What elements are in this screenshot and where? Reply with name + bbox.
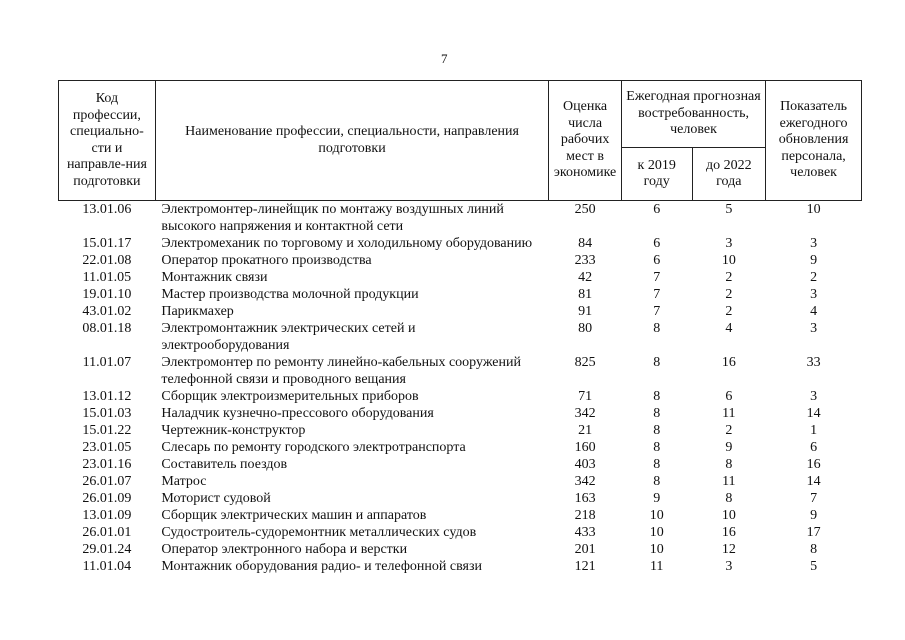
row-renewal: 3 xyxy=(810,321,818,336)
row-demand-2022: 2 xyxy=(725,304,733,319)
row-demand-2022: 3 xyxy=(725,559,733,574)
table-header xyxy=(59,81,862,201)
row-demand-2022: 6 xyxy=(725,389,733,404)
row-jobs: 160 xyxy=(574,440,596,455)
row-code: 26.01.09 xyxy=(82,491,132,506)
row-code: 11.01.07 xyxy=(82,355,132,370)
table-row xyxy=(59,439,862,456)
table-row xyxy=(59,303,862,320)
table-row xyxy=(59,320,862,354)
row-demand-2019: 6 xyxy=(653,236,661,251)
row-demand-2019: 8 xyxy=(653,355,661,370)
table-row xyxy=(59,541,862,558)
row-demand-2019: 6 xyxy=(653,202,661,217)
row-demand-2022: 16 xyxy=(721,525,736,540)
row-code: 23.01.16 xyxy=(82,457,132,472)
table-row xyxy=(59,422,862,439)
row-code: 26.01.01 xyxy=(82,525,132,540)
table-row xyxy=(59,490,862,507)
row-jobs: 250 xyxy=(574,202,596,217)
row-jobs: 342 xyxy=(574,406,596,421)
row-renewal: 7 xyxy=(810,491,818,506)
row-jobs: 91 xyxy=(578,304,593,319)
row-demand-2019: 8 xyxy=(653,457,661,472)
row-demand-2022: 10 xyxy=(721,253,736,268)
row-demand-2022: 10 xyxy=(721,508,736,523)
row-demand-2019: 6 xyxy=(653,253,661,268)
row-name: Оператор прокатного производства xyxy=(161,253,372,268)
row-jobs: 218 xyxy=(574,508,596,523)
row-demand-2019: 8 xyxy=(653,389,661,404)
row-code: 15.01.22 xyxy=(82,423,132,438)
row-demand-2019: 10 xyxy=(649,525,664,540)
row-demand-2022: 16 xyxy=(721,355,736,370)
row-demand-2019: 8 xyxy=(653,423,661,438)
row-code: 13.01.06 xyxy=(82,202,132,217)
row-demand-2022: 8 xyxy=(725,457,733,472)
row-code: 29.01.24 xyxy=(82,542,132,557)
row-code: 11.01.05 xyxy=(82,270,132,285)
row-code: 43.01.02 xyxy=(82,304,132,319)
row-code: 19.01.10 xyxy=(82,287,132,302)
professions-table xyxy=(58,80,862,575)
row-jobs: 342 xyxy=(574,474,596,489)
row-renewal: 33 xyxy=(806,355,821,370)
row-demand-2022: 2 xyxy=(725,423,733,438)
row-name: Матрос xyxy=(161,474,207,489)
table-row xyxy=(59,405,862,422)
row-renewal: 14 xyxy=(806,406,821,421)
row-demand-2022: 3 xyxy=(725,236,733,251)
table-row xyxy=(59,269,862,286)
row-renewal: 9 xyxy=(810,253,818,268)
row-name: Наладчик кузнечно-прессового оборудования xyxy=(161,406,434,421)
row-renewal: 6 xyxy=(810,440,818,455)
header-name: Наименование профессии, специальности, направления подготовки xyxy=(155,81,548,201)
row-name: Монтажник связи xyxy=(161,270,268,285)
row-name: Оператор электронного набора и верстки xyxy=(161,542,408,557)
row-jobs: 21 xyxy=(578,423,593,438)
row-jobs: 42 xyxy=(578,270,593,285)
table-row xyxy=(59,473,862,490)
row-renewal: 14 xyxy=(806,474,821,489)
row-demand-2022: 9 xyxy=(725,440,733,455)
row-jobs: 71 xyxy=(578,389,593,404)
row-name: Моторист судовой xyxy=(161,491,271,506)
row-code: 26.01.07 xyxy=(82,474,132,489)
row-renewal: 3 xyxy=(810,287,818,302)
row-name: Сборщик электрических машин и аппаратов xyxy=(161,508,427,523)
row-name: Сборщик электроизмерительных приборов xyxy=(161,389,419,404)
row-renewal: 9 xyxy=(810,508,818,523)
table-row xyxy=(59,286,862,303)
row-name: Монтажник оборудования радио- и телефонной связи xyxy=(161,559,482,574)
row-renewal: 10 xyxy=(806,202,821,217)
row-demand-2022: 4 xyxy=(725,321,733,336)
row-name: Парикмахер xyxy=(161,304,234,319)
table-row xyxy=(59,252,862,269)
header-demand-2022: до 2022 года xyxy=(692,148,766,201)
row-name: Электромонтер по ремонту линейно-кабельных сооружений телефонной связи и проводного вещания xyxy=(161,355,521,387)
row-renewal: 2 xyxy=(810,270,818,285)
row-demand-2019: 7 xyxy=(653,304,661,319)
row-name: Мастер производства молочной продукции xyxy=(161,287,419,302)
row-name: Составитель поездов xyxy=(161,457,288,472)
row-demand-2019: 8 xyxy=(653,440,661,455)
header-renewal: Показатель ежегодного обновления персонала, человек xyxy=(766,81,862,201)
row-name: Электромонтер-линейщик по монтажу воздушных линий высокого напряжения и контактной сети xyxy=(161,202,504,234)
row-demand-2022: 8 xyxy=(725,491,733,506)
row-jobs: 433 xyxy=(574,525,596,540)
page-number: 7 xyxy=(441,51,448,66)
row-name: Электромонтажник электрических сетей и электрооборудования xyxy=(161,321,416,353)
row-demand-2022: 5 xyxy=(725,202,733,217)
row-code: 15.01.03 xyxy=(82,406,132,421)
row-demand-2019: 10 xyxy=(649,542,664,557)
row-demand-2019: 7 xyxy=(653,270,661,285)
row-renewal: 1 xyxy=(810,423,818,438)
row-demand-2022: 11 xyxy=(722,406,736,421)
table-row xyxy=(59,524,862,541)
table-row xyxy=(59,558,862,575)
table-body xyxy=(59,201,862,576)
row-demand-2019: 10 xyxy=(649,508,664,523)
row-renewal: 5 xyxy=(810,559,818,574)
row-jobs: 121 xyxy=(574,559,596,574)
row-demand-2019: 7 xyxy=(653,287,661,302)
row-demand-2019: 9 xyxy=(653,491,661,506)
header-demand: Ежегодная прогнозная востребованность, человек xyxy=(621,81,765,148)
row-jobs: 825 xyxy=(574,355,596,370)
header-jobs: Оценка числа рабочих мест в экономике xyxy=(549,81,622,201)
row-jobs: 403 xyxy=(574,457,596,472)
row-code: 08.01.18 xyxy=(82,321,132,336)
table-row xyxy=(59,201,862,236)
row-demand-2022: 12 xyxy=(721,542,736,557)
table-row xyxy=(59,456,862,473)
row-jobs: 163 xyxy=(574,491,596,506)
row-renewal: 17 xyxy=(806,525,821,540)
table-row xyxy=(59,388,862,405)
table-row xyxy=(59,235,862,252)
row-renewal: 3 xyxy=(810,236,818,251)
table-row xyxy=(59,354,862,388)
row-jobs: 81 xyxy=(578,287,593,302)
row-name: Судостроитель-судоремонтник металлических судов xyxy=(161,525,477,540)
row-code: 22.01.08 xyxy=(82,253,132,268)
row-renewal: 4 xyxy=(810,304,818,319)
row-demand-2019: 11 xyxy=(649,559,664,574)
row-name: Слесарь по ремонту городского электротранспорта xyxy=(161,440,466,455)
row-demand-2022: 11 xyxy=(722,474,736,489)
row-code: 23.01.05 xyxy=(82,440,132,455)
row-renewal: 16 xyxy=(806,457,821,472)
row-jobs: 233 xyxy=(574,253,596,268)
header-code: Код профессии, специально-сти и направле-ния подготовки xyxy=(59,81,156,201)
row-code: 13.01.09 xyxy=(82,508,132,523)
row-jobs: 80 xyxy=(578,321,593,336)
table-row xyxy=(59,507,862,524)
row-demand-2022: 2 xyxy=(725,270,733,285)
row-demand-2019: 8 xyxy=(653,474,661,489)
row-jobs: 84 xyxy=(578,236,593,251)
row-jobs: 201 xyxy=(574,542,596,557)
row-renewal: 3 xyxy=(810,389,818,404)
row-demand-2019: 8 xyxy=(653,406,661,421)
row-renewal: 8 xyxy=(810,542,818,557)
row-name: Электромеханик по торговому и холодильному оборудованию xyxy=(161,236,533,251)
header-demand-2019: к 2019 году xyxy=(621,148,692,201)
row-demand-2019: 8 xyxy=(653,321,661,336)
row-demand-2022: 2 xyxy=(725,287,733,302)
row-name: Чертежник-конструктор xyxy=(161,423,306,438)
row-code: 11.01.04 xyxy=(82,559,132,574)
row-code: 15.01.17 xyxy=(82,236,132,251)
row-code: 13.01.12 xyxy=(82,389,132,404)
